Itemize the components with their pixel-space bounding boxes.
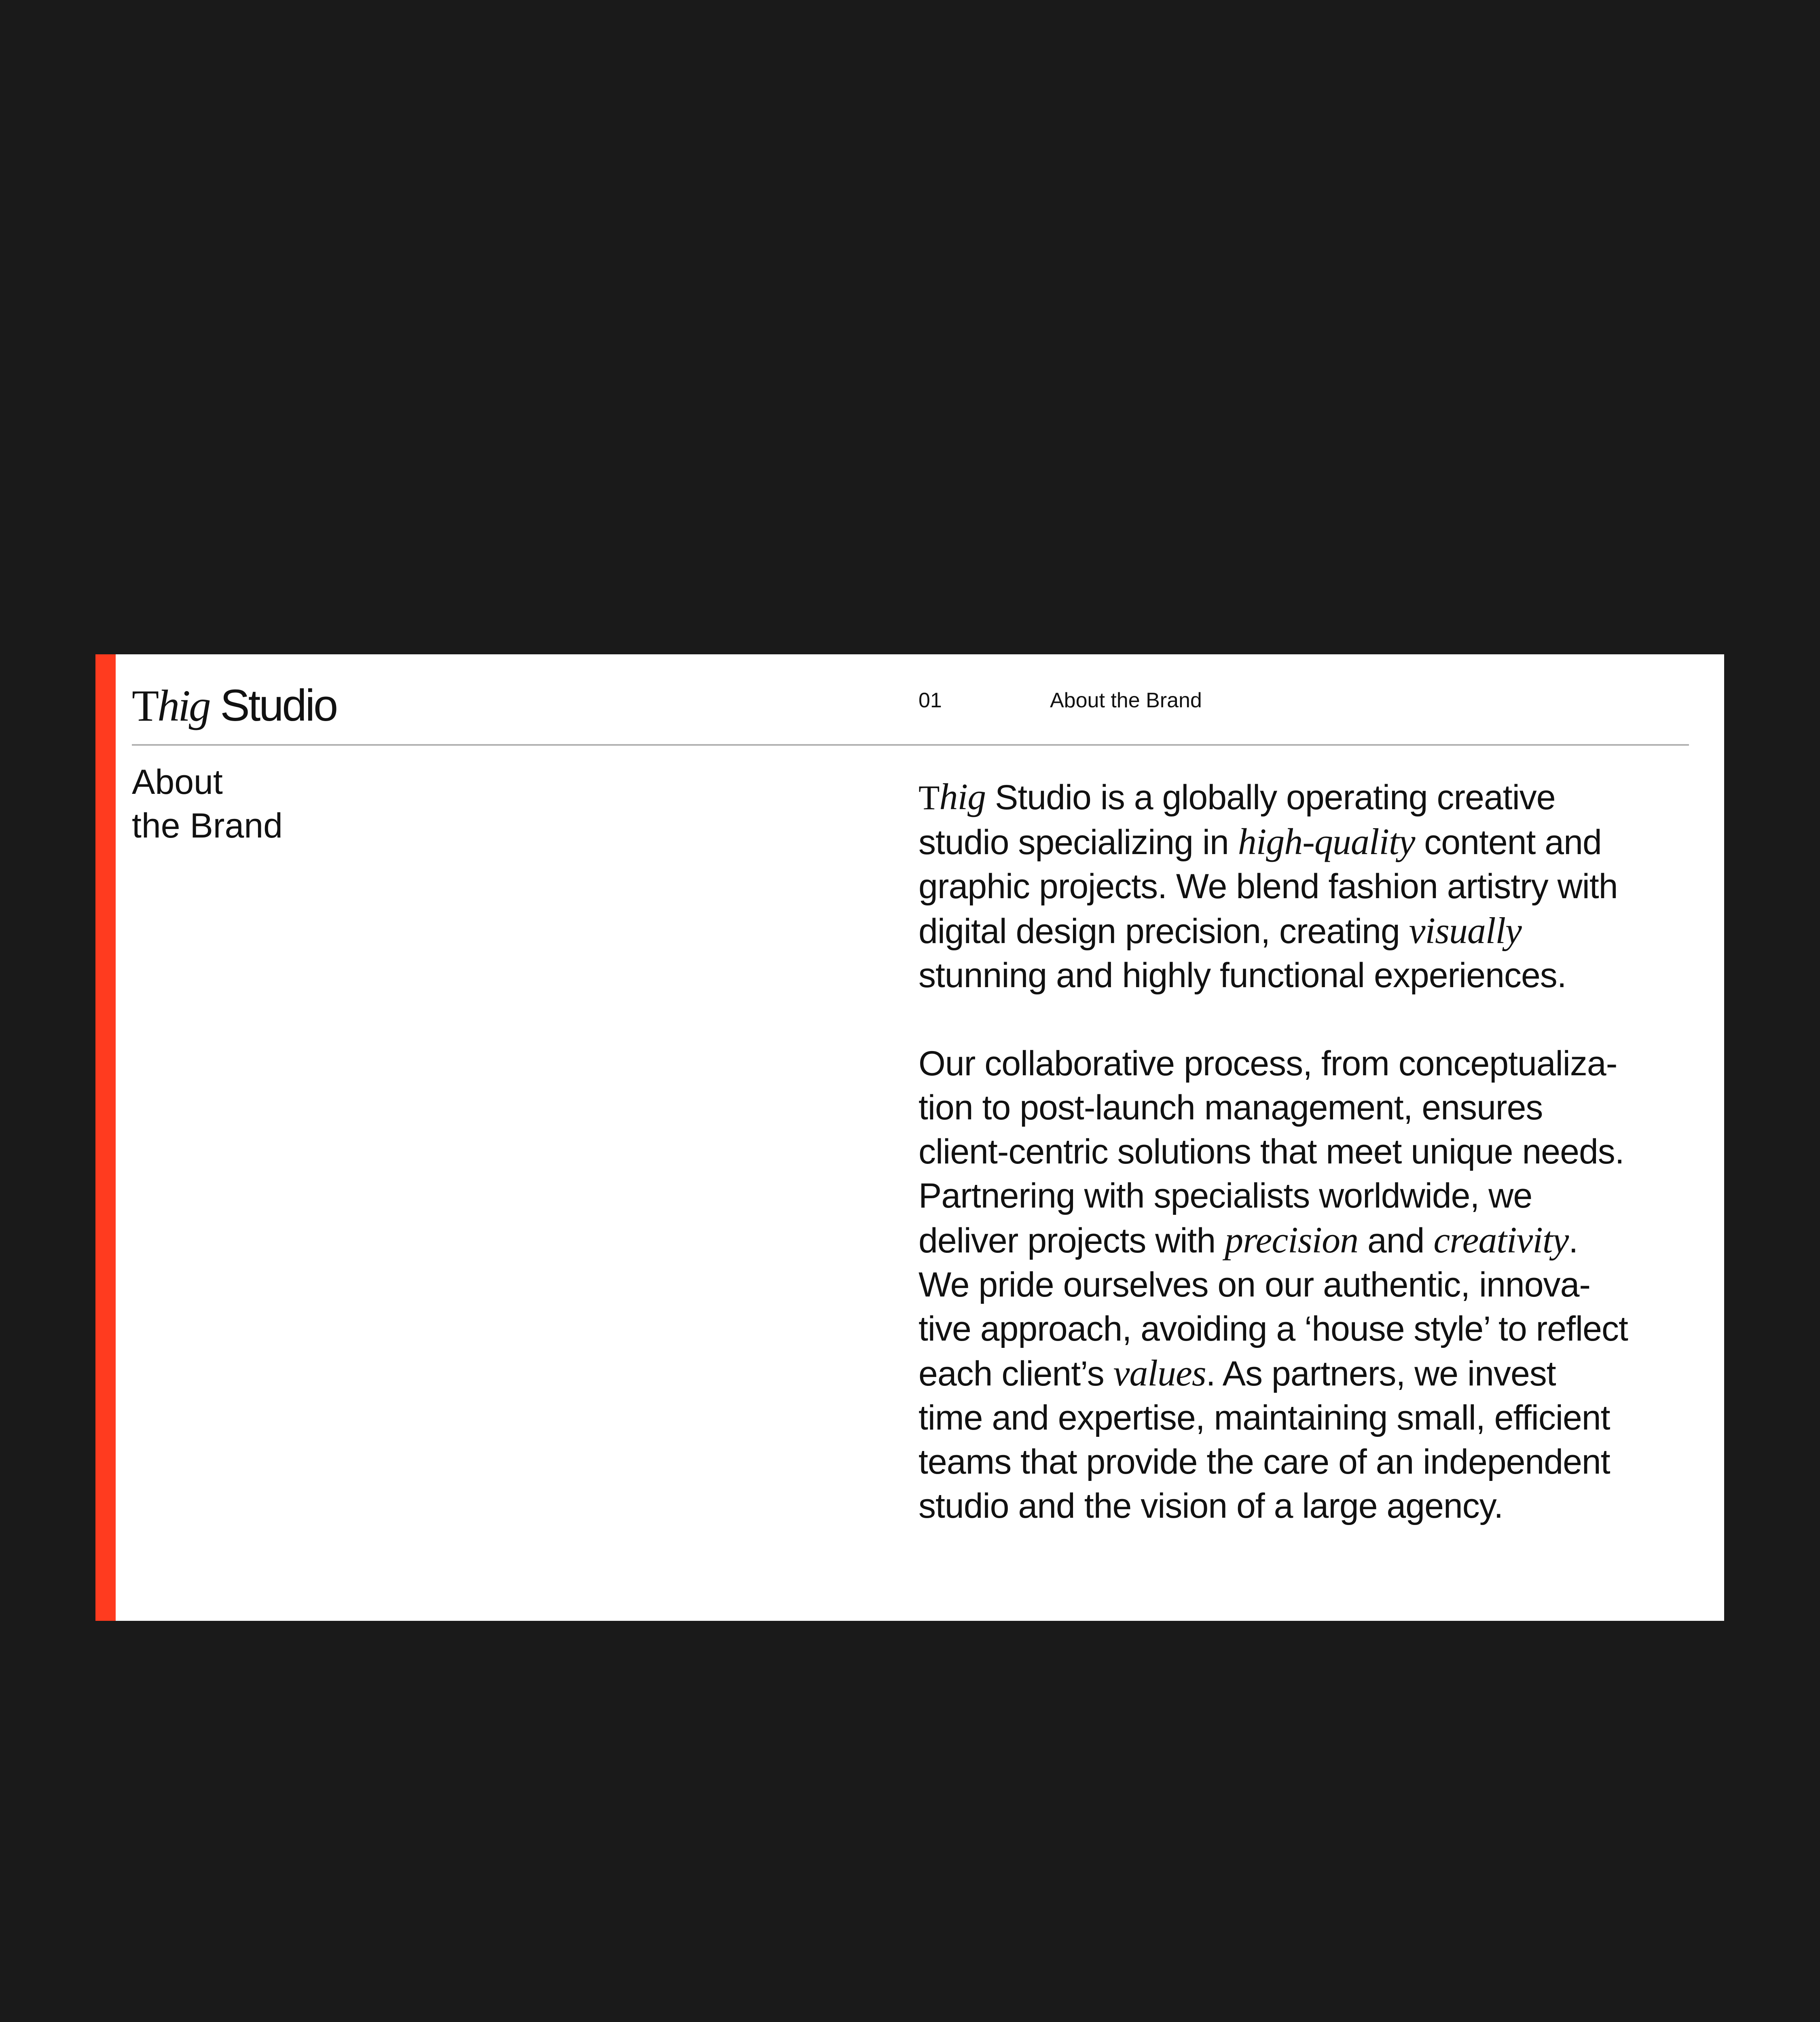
- paragraph-2-line: [918, 1263, 1711, 1307]
- body-text: and: [1358, 1221, 1434, 1260]
- brand-logo: [132, 683, 336, 728]
- body-text: tion to post-launch management, ensures: [918, 1088, 1543, 1127]
- accent-bar: [95, 654, 116, 1621]
- paragraph-2-line: [918, 1440, 1711, 1484]
- emphasis-text: precision: [1225, 1219, 1359, 1261]
- body-text: . As partners, we invest: [1206, 1354, 1556, 1393]
- section-title: [132, 760, 283, 848]
- paragraph-1-line: [918, 775, 1711, 820]
- paragraph-2-line: [918, 1042, 1711, 1086]
- body-text: .: [1568, 1221, 1578, 1260]
- paragraph-2-line: [918, 1351, 1711, 1396]
- paragraph-gap: [918, 998, 1711, 1042]
- body-text: time and expertise, maintaining small, efficient: [918, 1398, 1610, 1437]
- paragraph-1-line: [918, 909, 1711, 954]
- section-label: About the Brand: [1050, 689, 1202, 712]
- logo-italic: hig: [157, 681, 210, 730]
- body-text: digital design precision, creating: [918, 912, 1409, 951]
- logo-suffix: Studio: [209, 681, 337, 730]
- body-text: stunning and highly functional experiences.: [918, 956, 1566, 995]
- emphasis-text: visually: [1409, 910, 1522, 951]
- about-slide: [95, 654, 1724, 1621]
- paragraph-2-line: [918, 1396, 1711, 1440]
- body-text: Our collaborative process, from conceptualiza-: [918, 1044, 1617, 1083]
- body-text: We pride ourselves on our authentic, innova-: [918, 1265, 1591, 1304]
- body-text: deliver projects with: [918, 1221, 1225, 1260]
- section-title-line-1: About: [132, 763, 223, 802]
- body-text: graphic projects. We blend fashion artistry with: [918, 867, 1618, 906]
- emphasis-text: high-quality: [1238, 821, 1415, 862]
- body-text: client-centric solutions that meet unique needs.: [918, 1132, 1624, 1171]
- emphasis-text: hig: [939, 776, 986, 817]
- body-text: content and: [1415, 823, 1602, 862]
- paragraph-2-line: [918, 1086, 1711, 1130]
- body-copy: [918, 775, 1711, 1528]
- paragraph-2-line: [918, 1174, 1711, 1218]
- body-text: T: [918, 778, 940, 817]
- paragraph-1-line: [918, 954, 1711, 998]
- paragraph-2-line: [918, 1484, 1711, 1528]
- body-text: Partnering with specialists worldwide, we: [918, 1176, 1532, 1215]
- paragraph-2-line: [918, 1218, 1711, 1263]
- body-text: studio specializing in: [918, 823, 1238, 862]
- paragraph-2-line: [918, 1130, 1711, 1174]
- logo-prefix: T: [132, 681, 158, 730]
- emphasis-text: values: [1113, 1352, 1206, 1394]
- section-number: 01: [918, 689, 942, 712]
- body-text: teams that provide the care of an independent: [918, 1442, 1610, 1481]
- paragraph-2-line: [918, 1307, 1711, 1351]
- paragraph-1-line: [918, 820, 1711, 865]
- body-text: studio and the vision of a large agency.: [918, 1487, 1503, 1525]
- header-divider: [132, 744, 1689, 746]
- body-text: each client’s: [918, 1354, 1113, 1393]
- paragraph-1-line: [918, 865, 1711, 909]
- body-text: tive approach, avoiding a ‘house style’ to reflect: [918, 1309, 1628, 1348]
- emphasis-text: creativity: [1433, 1219, 1569, 1261]
- section-title-line-2: the Brand: [132, 806, 283, 845]
- body-text: Studio is a globally operating creative: [986, 778, 1555, 817]
